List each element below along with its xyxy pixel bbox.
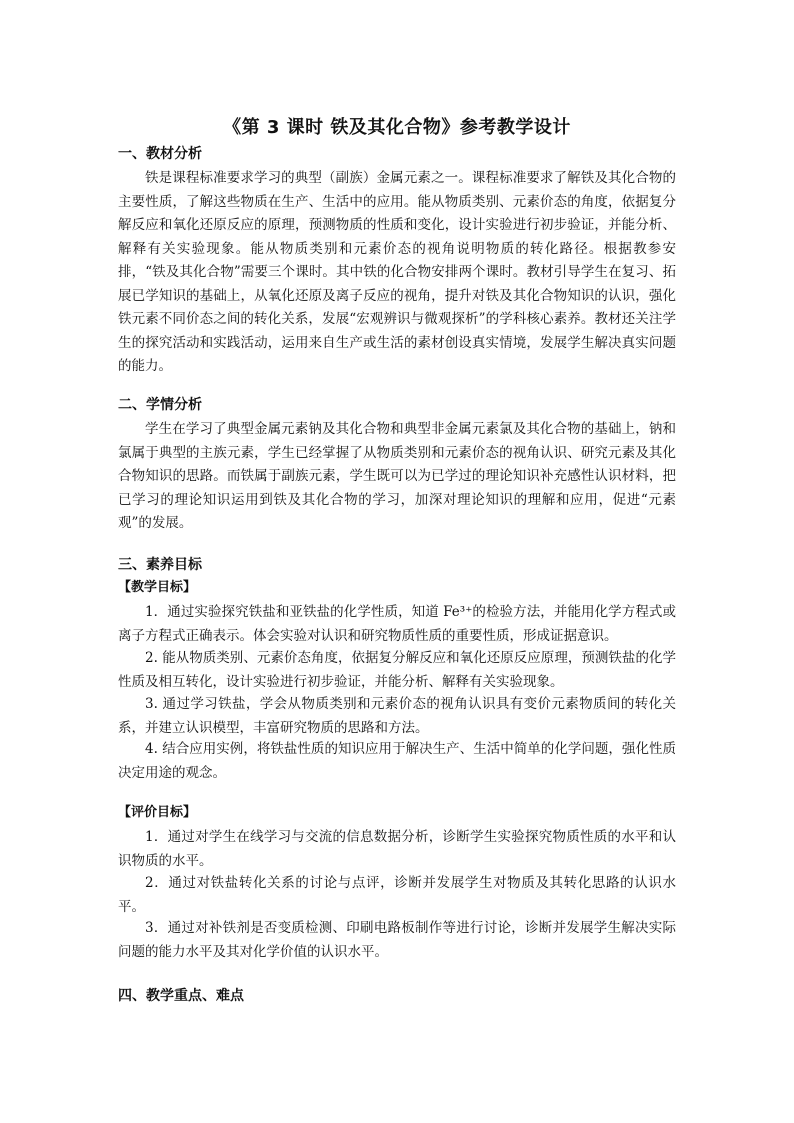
teaching-goal-item: 3. 通过学习铁盐，学会从物质类别和元素价态的视角认识具有变价元素物质间的转化关系，并建立认识模型，丰富研究物质的思路和方法。 (118, 696, 676, 736)
evaluation-goal-item: 3．通过对补铁剂是否变质检测、印刷电路板制作等进行讨论，诊断并发展学生解决实际问题的能力水平及其对化学价值的认识水平。 (118, 920, 676, 960)
evaluation-goal-item: 2．通过对铁盐转化关系的讨论与点评，诊断并发展学生对物质及其转化思路的认识水平。 (118, 875, 676, 915)
teaching-goal-item: 4. 结合应用实例，将铁盐性质的知识应用于解决生产、生活中简单的化学问题，强化性质决定用途的观念。 (118, 741, 676, 781)
teaching-goal-item: 2. 能从物质类别、元素价态角度，依据复分解反应和氧化还原反应原理，预测铁盐的化学性质及相互转化，设计实验进行初步验证，并能分析、解释有关实验现象。 (118, 650, 676, 690)
section-heading-literacy-goals: 三、素养目标 (118, 557, 202, 573)
document-title: 《第 3 课时 铁及其化合物》参考教学设计 (223, 117, 571, 138)
subheading-evaluation-goals: 【评价目标】 (118, 805, 197, 820)
paragraph-textbook-analysis: 铁是课程标准要求学习的典型（副族）金属元素之一。课程标准要求了解铁及其化合物的主要性质，了解这些物质在生产、生活中的应用。能从物质类别、元素价态的角度，依据复分解反应和氧化还原反应的原理，预测物质的性质和变化，设计实验进行初步验证，并能分析、解释有关实验现象。能从物质类别和元素价态的视角说明物质的转化路径。根据教参安排，“铁及其化合物”需要三个课时。其中铁的化合物安排两个课时。教材引导学生在复习、拓展已学知识的基础上，从氧化还原及离子反应的视角，提升对铁及其化合物知识的认识，强化铁元素不同价态之间的转化关系，发展“宏观辨识与微观探析”的学科核心素养。教材还关注学生的探究活动和实践活动，运用来自生产或生活的素材创设真实情境，发展学生解决真实问题的能力。 (118, 170, 676, 374)
subheading-teaching-goals: 【教学目标】 (118, 580, 197, 595)
section-heading-textbook-analysis: 一、教材分析 (118, 146, 202, 162)
teaching-goal-item: 1．通过实验探究铁盐和亚铁盐的化学性质，知道 Fe³⁺的检验方法，并能用化学方程式或离子方程式正确表示。体会实验对认识和研究物质性质的重要性质，形成证据意识。 (118, 604, 676, 644)
paragraph-learner-analysis: 学生在学习了典型金属元素钠及其化合物和典型非金属元素氯及其化合物的基础上，钠和氯属于典型的主族元素，学生已经掌握了从物质类别和元素价态的视角认识、研究元素及其化合物知识的思路。而铁属于副族元素，学生既可以为已学过的理论知识补充感性认识材料，把已学习的理论知识运用到铁及其化合物的学习，加深对理论知识的理解和应用，促进“元素观”的发展。 (118, 421, 676, 531)
section-heading-key-points: 四、教学重点、难点 (118, 988, 244, 1004)
section-heading-learner-analysis: 二、学情分析 (118, 397, 202, 413)
evaluation-goal-item: 1．通过对学生在线学习与交流的信息数据分析，诊断学生实验探究物质性质的水平和认识物质的水平。 (118, 829, 676, 869)
